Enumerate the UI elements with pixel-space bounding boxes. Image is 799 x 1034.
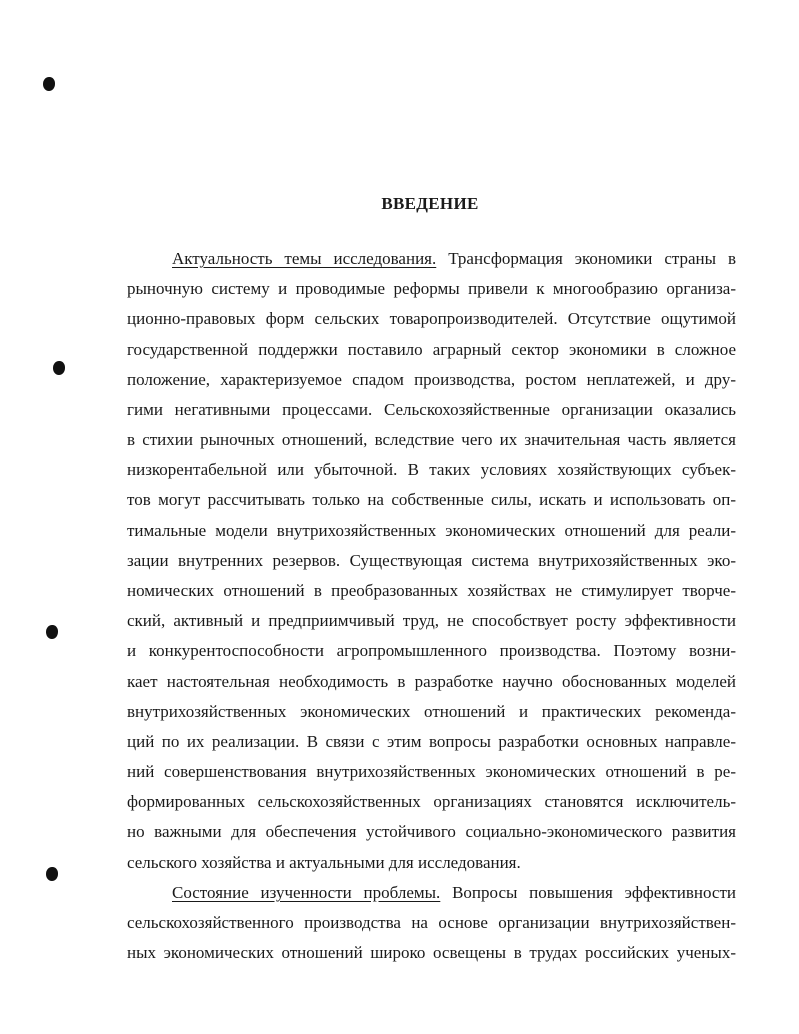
text-line: ний совершенствования внутрихозяйственных экономических отношений в ре- <box>127 762 736 781</box>
text-line: сельскохозяйственного производства на основе организации внутрихозяйствен- <box>127 913 736 932</box>
text-line: зации внутренних резервов. Существующая система внутрихозяйственных эко- <box>127 551 736 570</box>
text-line: низкорентабельной или убыточной. В таких условиях хозяйствующих субъек- <box>127 460 736 479</box>
text-line: гими негативными процессами. Сельскохозяйственные организации оказались <box>127 400 736 419</box>
text-line: тов могут рассчитывать только на собственные силы, искать и использовать оп- <box>127 490 736 509</box>
text-line: Состояние изученности проблемы. Вопросы повышения эффективности <box>172 883 736 902</box>
text-line: но важными для обеспечения устойчивого социально-экономического развития <box>127 822 736 841</box>
text-line: кает настоятельная необходимость в разработке научно обоснованных моделей <box>127 672 736 691</box>
punch-hole-mark <box>43 77 55 91</box>
punch-hole-mark <box>53 361 65 375</box>
section-lead-state-of-study: Состояние изученности проблемы. <box>172 883 441 902</box>
text-line: формированных сельскохозяйственных организациях становятся исключитель- <box>127 792 736 811</box>
text-line: рыночную систему и проводимые реформы привели к многообразию организа- <box>127 279 736 298</box>
text-line: ных экономических отношений широко освещены в трудах российских ученых- <box>127 943 736 962</box>
punch-hole-mark <box>46 625 58 639</box>
section-lead-relevance: Актуальность темы исследования. <box>172 249 437 268</box>
text-line: ционно-правовых форм сельских товаропроизводителей. Отсутствие ощутимой <box>127 309 736 328</box>
text-line: в стихии рыночных отношений, вследствие чего их значительная часть является <box>127 430 736 449</box>
text-line: и конкурентоспособности агропромышленного производства. Поэтому возни- <box>127 641 736 660</box>
page-heading: ВВЕДЕНИЕ <box>381 194 479 213</box>
text-line: положение, характеризуемое спадом производства, ростом неплатежей, и дру- <box>127 370 736 389</box>
text-line: внутрихозяйственных экономических отношений и практических рекоменда- <box>127 702 736 721</box>
punch-hole-mark <box>46 867 58 881</box>
text-line: номических отношений в преобразованных хозяйствах не стимулирует творче- <box>127 581 736 600</box>
text-line: тимальные модели внутрихозяйственных экономических отношений для реали- <box>127 521 736 540</box>
text-line: сельского хозяйства и актуальными для исследования. <box>127 853 521 872</box>
text-line: ций по их реализации. В связи с этим вопросы разработки основных направле- <box>127 732 736 751</box>
text-line: государственной поддержки поставило аграрный сектор экономики в сложное <box>127 340 736 359</box>
text-line: Актуальность темы исследования. Трансформация экономики страны в <box>172 249 737 268</box>
text-line: ский, активный и предприимчивый труд, не способствует росту эффективности <box>127 611 736 630</box>
